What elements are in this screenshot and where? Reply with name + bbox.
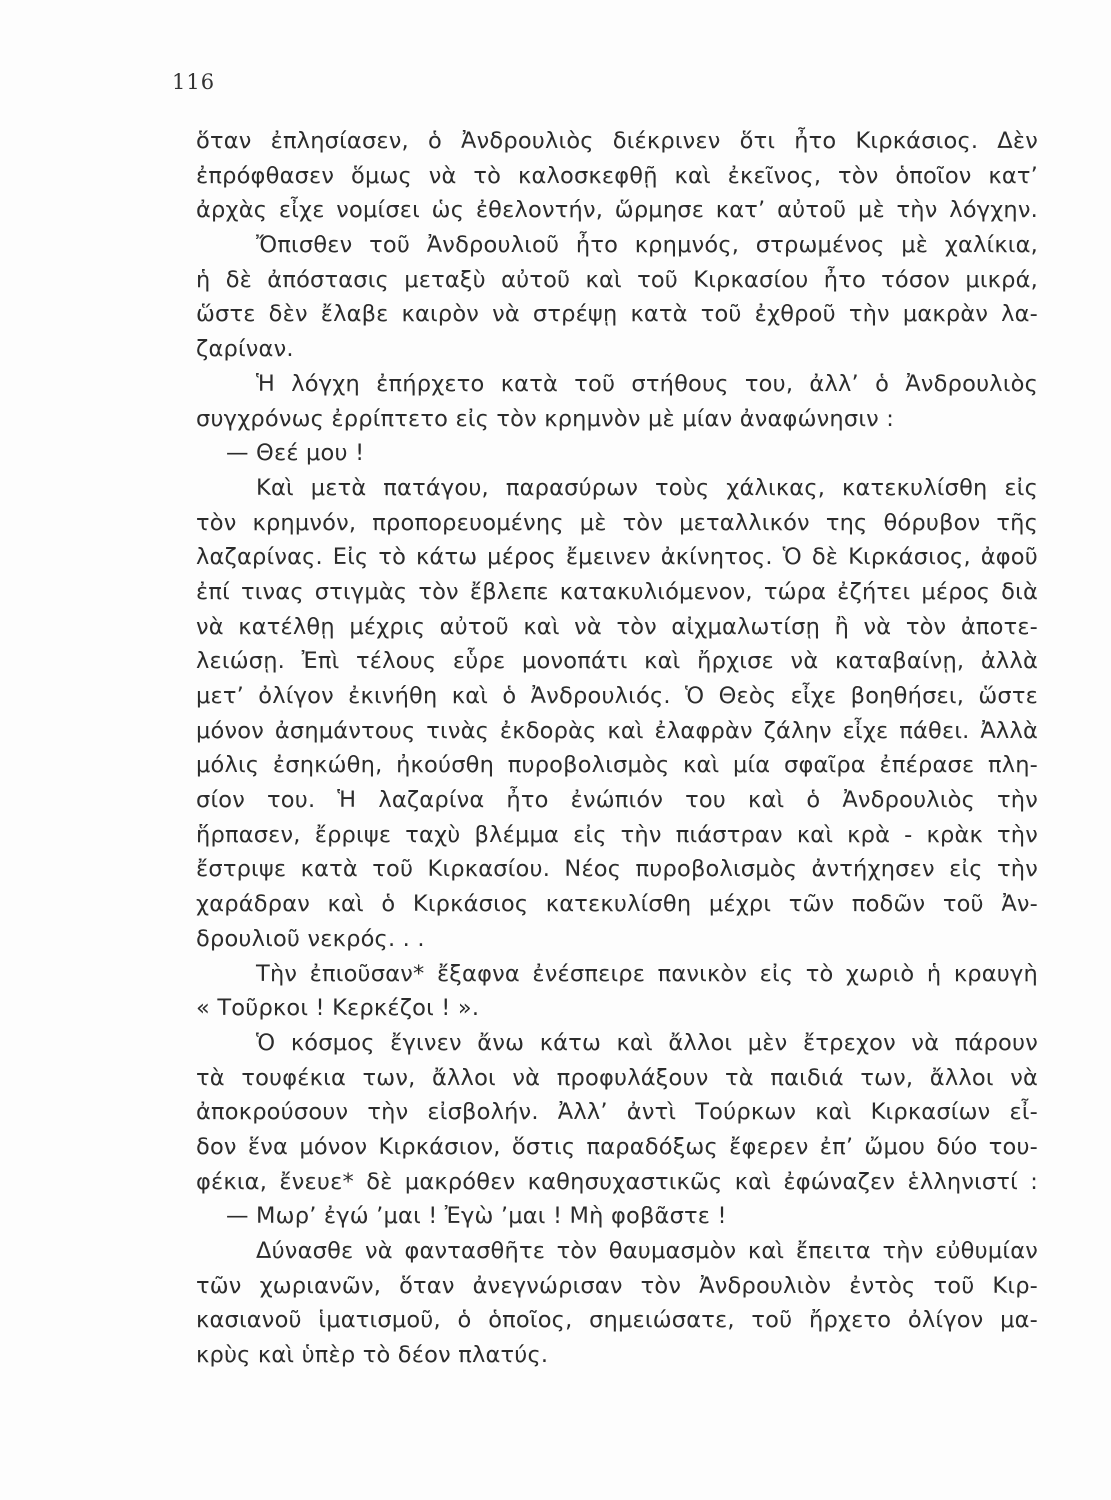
- text-line: Καὶ μετὰ πατάγου, παρασύρων τοὺς χάλικας, κατεκυλίσθη εἰς: [256, 474, 1038, 501]
- text-line: χαράδραν καὶ ὁ Κιρκάσιος κατεκυλίσθη μέχρι τῶν ποδῶν τοῦ Ἀν-: [196, 891, 1038, 918]
- text-line: ὅταν ἐπλησίασεν, ὁ Ἀνδρουλιὸς διέκρινεν ὅτι ἦτο Κιρκάσιος. Δὲν: [196, 128, 1038, 154]
- text-line: Δύνασθε νὰ φαντασθῆτε τὸν θαυμασμὸν καὶ ἔπειτα τὴν εὐθυμίαν: [256, 1238, 1038, 1264]
- text-line: κρὺς καὶ ὑπὲρ τὸ δέον πλατύς.: [196, 1342, 549, 1369]
- text-line: μετ’ ὀλίγον ἐκινήθη καὶ ὁ Ἀνδρουλιός. Ὁ Θεὸς εἶχε βοηθήσει, ὥστε: [196, 683, 1038, 709]
- text-line: ἔστριψε κατὰ τοῦ Κιρκασίου. Νέος πυροβολισμὸς ἀντήχησεν εἰς τὴν: [196, 856, 1038, 883]
- text-line: λαζαρίνας. Εἰς τὸ κάτω μέρος ἔμεινεν ἀκίνητος. Ὁ δὲ Κιρκάσιος, ἀφοῦ: [196, 544, 1038, 571]
- text-line: τὰ τουφέκια των, ἄλλοι νὰ προφυλάξουν τὰ παιδιά των, ἄλλοι νὰ: [196, 1064, 1038, 1091]
- text-line: Ἡ λόγχη ἐπήρχετο κατὰ τοῦ στήθους του, ἀλλ’ ὁ Ἀνδρουλιὸς: [256, 370, 1038, 397]
- text-line: μόλις ἐσηκώθη, ἠκούσθη πυροβολισμὸς καὶ μία σφαῖρα ἐπέρασε πλη-: [196, 752, 1038, 779]
- text-line: ἡ δὲ ἀπόστασις μεταξὺ αὐτοῦ καὶ τοῦ Κιρκασίου ἦτο τόσον μικρά,: [196, 266, 1038, 293]
- text-line: — Μωρ’ ἐγώ ’μαι ! Ἐγὼ ’μαι ! Μὴ φοβᾶστε !: [226, 1203, 727, 1230]
- text-line: τῶν χωριανῶν, ὅταν ἀνεγνώρισαν τὸν Ἀνδρουλιὸν ἐντὸς τοῦ Κιρ-: [196, 1272, 1038, 1299]
- text-line: ὥστε δὲν ἔλαβε καιρὸν νὰ στρέψῃ κατὰ τοῦ ἐχθροῦ τὴν μακρὰν λα-: [196, 301, 1038, 328]
- text-line: — Θεέ μου !: [226, 440, 365, 467]
- page-number: 116: [172, 70, 216, 94]
- text-line: ἀποκρούσουν τὴν εἰσβολήν. Ἀλλ’ ἀντὶ Τούρκων καὶ Κιρκασίων εἶ-: [196, 1099, 1038, 1126]
- text-line: Τὴν ἐπιοῦσαν* ἔξαφνα ἐνέσπειρε πανικὸν εἰς τὸ χωριὸ ἡ κραυγὴ: [256, 960, 1038, 987]
- text-line: Ὄπισθεν τοῦ Ἀνδρουλιοῦ ἦτο κρημνός, στρωμένος μὲ χαλίκια,: [256, 232, 1038, 259]
- text-line: Ὁ κόσμος ἔγινεν ἄνω κάτω καὶ ἄλλοι μὲν ἔτρεχον νὰ πάρουν: [256, 1029, 1038, 1056]
- text-line: ἐπί τινας στιγμὰς τὸν ἔβλεπε κατακυλιόμενον, τώρα ἐζήτει μέρος διὰ: [196, 578, 1038, 605]
- text-line: δον ἕνα μόνον Κιρκάσιον, ὅστις παραδόξως ἔφερεν ἐπ’ ὤμου δύο του-: [196, 1133, 1038, 1160]
- text-line: νὰ κατέλθῃ μέχρις αὐτοῦ καὶ νὰ τὸν αἰχμαλωτίσῃ ἢ νὰ τὸν ἀποτε-: [196, 613, 1038, 640]
- text-line: λειώσῃ. Ἐπὶ τέλους εὗρε μονοπάτι καὶ ἤρχισε νὰ καταβαίνῃ, ἀλλὰ: [196, 648, 1038, 675]
- text-line: φέκια, ἔνευε* δὲ μακρόθεν καθησυχαστικῶς καὶ ἐφώναζεν ἑλληνιστί :: [196, 1168, 1038, 1195]
- text-line: συγχρόνως ἐρρίπτετο εἰς τὸν κρημνὸν μὲ μίαν ἀναφώνησιν :: [196, 405, 895, 432]
- text-line: ἐπρόφθασεν ὅμως νὰ τὸ καλοσκεφθῇ καὶ ἐκεῖνος, τὸν ὁποῖον κατ’: [196, 162, 1038, 189]
- text-line: ζαρίναν.: [196, 336, 294, 363]
- text-line: τὸν κρημνόν, προπορευομένης μὲ τὸν μεταλλικόν της θόρυβον τῆς: [196, 509, 1038, 536]
- text-line: κασιανοῦ ἱματισμοῦ, ὁ ὁποῖος, σημειώσατε, τοῦ ἤρχετο ὀλίγον μα-: [196, 1307, 1038, 1334]
- text-line: « Τοῦρκοι ! Κερκέζοι ! ».: [196, 995, 480, 1022]
- text-line: δρουλιοῦ νεκρός. . .: [196, 925, 425, 952]
- body-text: [196, 124, 1038, 1373]
- text-line: μόνον ἀσημάντους τινὰς ἐκδορὰς καὶ ἐλαφρὰν ζάλην εἶχε πάθει. Ἀλλὰ: [196, 717, 1038, 744]
- text-line: ἀρχὰς εἶχε νομίσει ὡς ἐθελοντήν, ὥρμησε κατ’ αὐτοῦ μὲ τὴν λόγχην.: [196, 197, 1038, 224]
- text-line: σίον του. Ἡ λαζαρίνα ἦτο ἐνώπιόν του καὶ ὁ Ἀνδρουλιὸς τὴν: [196, 787, 1038, 814]
- text-line: ἥρπασεν, ἔρριψε ταχὺ βλέμμα εἰς τὴν πιάστραν καὶ κρὰ - κρὰκ τὴν: [196, 821, 1038, 848]
